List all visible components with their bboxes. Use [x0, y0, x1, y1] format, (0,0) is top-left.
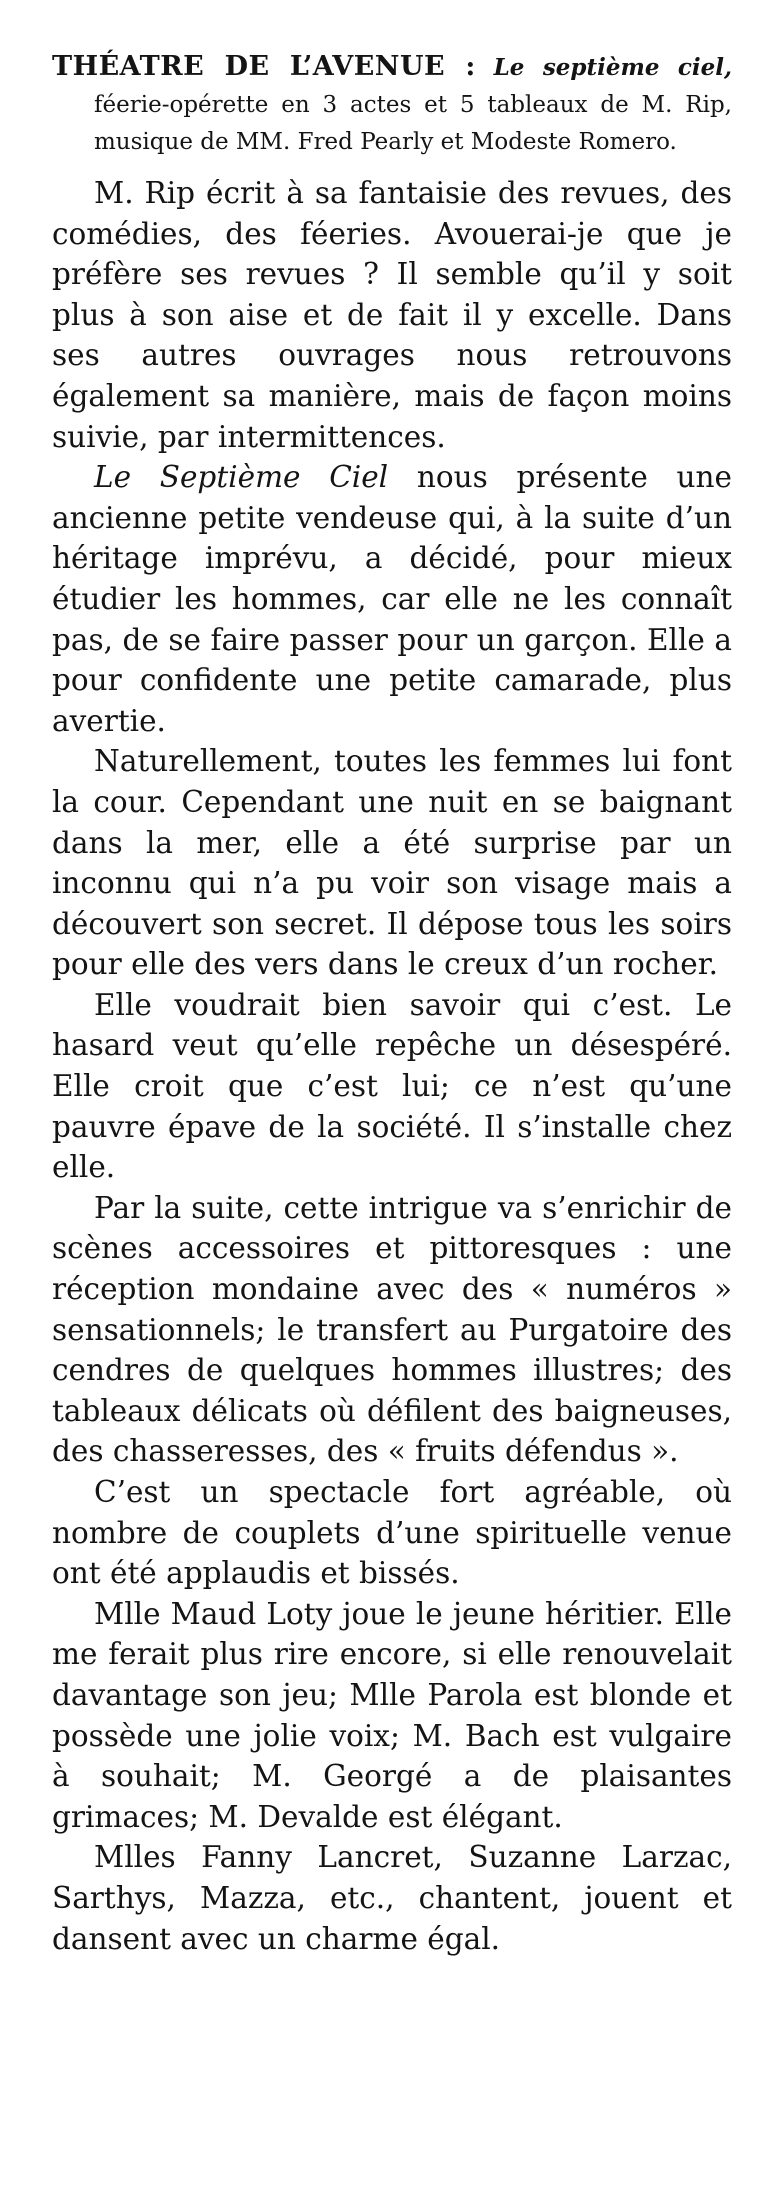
paragraph-6: C’est un spectacle fort agréable, où nombre de couplets d’une spirituelle venue ont été applaudis et bissés. [52, 1475, 732, 1591]
play-title: Le septième ciel, [493, 54, 733, 81]
paragraph-5: Par la suite, cette intrigue va s’enrichir de scènes accessoires et pittoresques : une réception mondaine avec des « numéros » sensationnels; le transfert au Purgatoire des cendres de quelques hommes illustres; des tableaux délicats où défilent des baigneuses, des chasseresses, des « fruits défendus ». [52, 1190, 732, 1469]
paragraph-2 [52, 457, 732, 741]
theatre-name: THÉATRE DE L’AVENUE : [52, 51, 476, 82]
paragraph-7: Mlle Maud Loty joue le jeune héritier. Elle me ferait plus rire encore, si elle renouvelait davantage son jeu; Mlle Parola est blonde et possède une jolie voix; M. Bach est vulgaire à souhait; M. Georgé a de plaisantes grimaces; M. Devalde est élégant. [52, 1596, 732, 1834]
play-title-inline: Le Septième Ciel [94, 460, 389, 495]
review-body [52, 173, 732, 1959]
paragraph-4: Elle voudrait bien savoir qui c’est. Le hasard veut qu’elle repêche un désespéré. Elle croit que c’est lui; ce n’est qu’une pauvre épave de la société. Il s’installe chez elle. [52, 987, 732, 1185]
review-heading [52, 48, 732, 161]
review-article [52, 48, 732, 1959]
play-details: féerie-opérette en 3 actes et 5 tableaux de M. Rip, musique de MM. Fred Pearly et Modeste Romero. [94, 92, 732, 155]
paragraph-3: Naturellement, toutes les femmes lui font la cour. Cependant une nuit en se baignant dans la mer, elle a été surprise par un inconnu qui n’a pu voir son visage mais a découvert son secret. Il dépose tous les soirs pour elle des vers dans le creux d’un rocher. [52, 744, 732, 982]
paragraph-2-text: nous présente une ancienne petite vendeuse qui, à la suite d’un héritage imprévu, a décidé, pour mieux étudier les hommes, car elle ne les connaît pas, de se faire passer pour un garçon. Elle a pour confidente une petite camarade, plus avertie. [52, 460, 732, 738]
paragraph-1: M. Rip écrit à sa fantaisie des revues, des comédies, des féeries. Avouerai-je que je préfère ses revues ? Il semble qu’il y soit plus à son aise et de fait il y excelle. Dans ses autres ouvrages nous retrouvons également sa manière, mais de façon moins suivie, par intermittences. [52, 176, 732, 454]
paragraph-8: Mlles Fanny Lancret, Suzanne Larzac, Sarthys, Mazza, etc., chantent, jouent et dansent avec un charme égal. [52, 1840, 732, 1956]
